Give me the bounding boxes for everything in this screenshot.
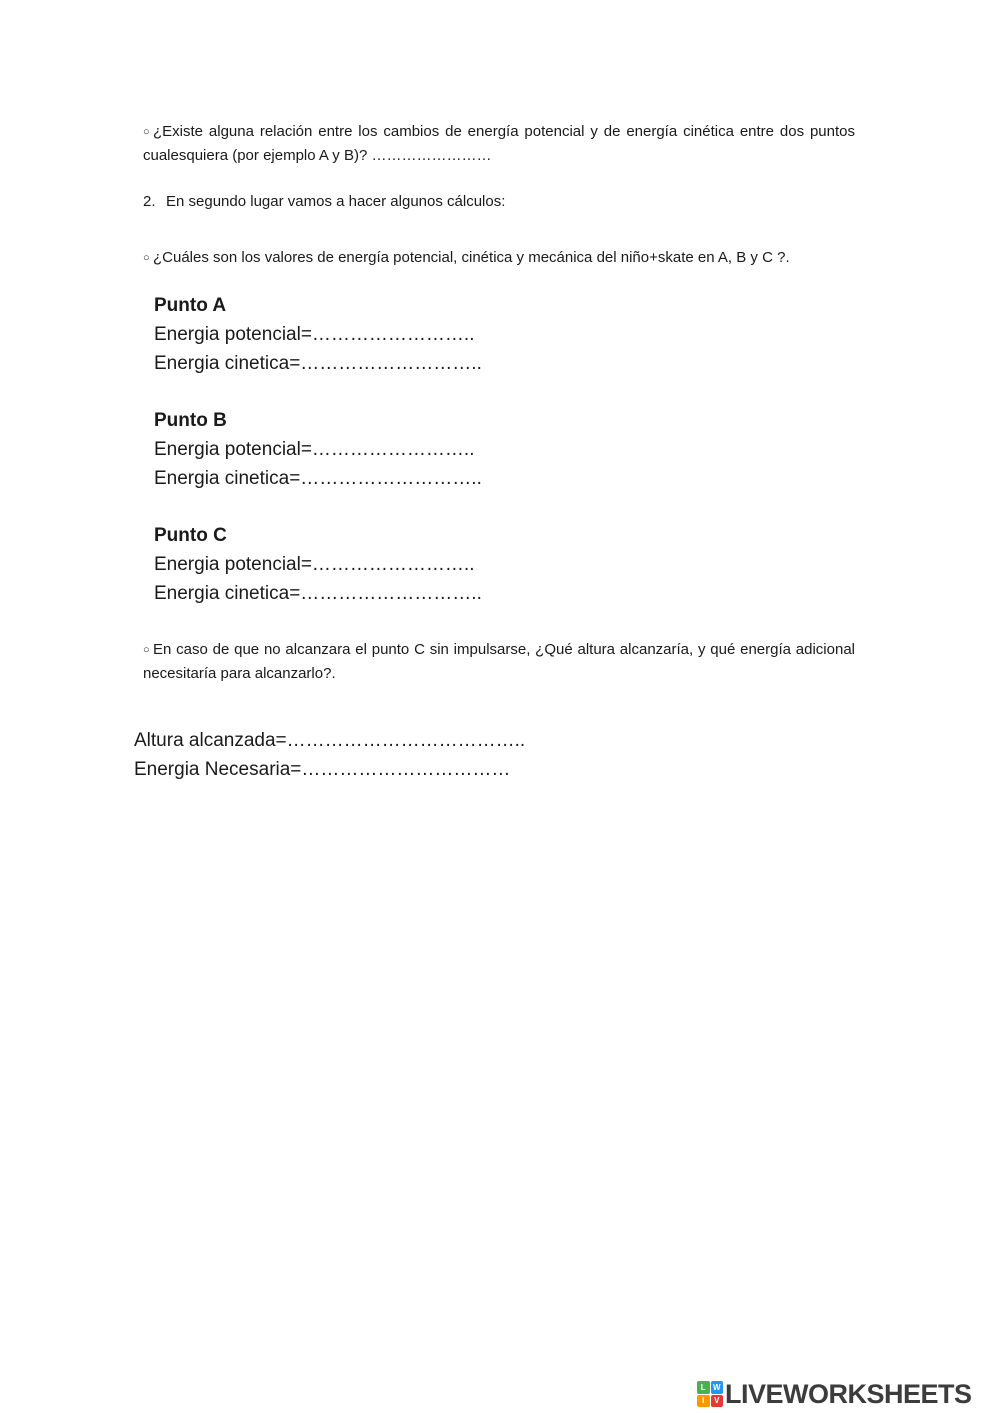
punto-c-title: Punto C: [154, 525, 227, 546]
logo-mark-cell: L: [697, 1381, 710, 1394]
logo-mark-cell: W: [711, 1381, 724, 1394]
punto-a-block: [154, 291, 482, 378]
section-2-text: En segundo lugar vamos a hacer algunos cálculos:: [166, 193, 506, 210]
question-1-text: ¿Existe alguna relación entre los cambios de energía potencial y de energía cinética entre dos puntos cualesquiera (por ejemplo A y B)? ……………………: [143, 123, 855, 164]
question-3: [143, 638, 855, 686]
punto-b-block: [154, 406, 482, 493]
section-2-number: 2.: [143, 193, 156, 210]
energia-necesaria[interactable]: Energia Necesaria=……………………………: [134, 759, 511, 780]
punto-c-potencial[interactable]: Energia potencial=……………………..: [154, 554, 475, 575]
punto-b-cinetica[interactable]: Energia cinetica=………………………..: [154, 468, 482, 489]
bullet-icon: ○: [143, 126, 150, 138]
punto-a-potencial[interactable]: Energia potencial=……………………..: [154, 324, 475, 345]
punto-c-cinetica[interactable]: Energia cinetica=………………………..: [154, 583, 482, 604]
liveworksheets-logo: [697, 1378, 972, 1410]
bullet-icon: ○: [143, 644, 150, 656]
punto-c-block: [154, 521, 482, 608]
logo-mark-icon: [697, 1381, 723, 1407]
punto-b-title: Punto B: [154, 410, 227, 431]
question-3-text: En caso de que no alcanzara el punto C sin impulsarse, ¿Qué altura alcanzaría, y qué energía adicional necesitaría para alcanzarlo?.: [143, 641, 855, 682]
punto-a-cinetica[interactable]: Energia cinetica=………………………..: [154, 353, 482, 374]
final-answers: [134, 726, 525, 784]
logo-mark-cell: I: [697, 1395, 710, 1408]
logo-text: LIVEWORKSHEETS: [725, 1378, 972, 1409]
question-2: [143, 246, 855, 270]
question-1: [143, 120, 855, 168]
question-2-text: ¿Cuáles son los valores de energía potencial, cinética y mecánica del niño+skate en A, B y C ?.: [153, 249, 790, 266]
punto-a-title: Punto A: [154, 295, 227, 316]
section-2: [143, 191, 505, 213]
bullet-icon: ○: [143, 252, 150, 264]
logo-mark-cell: V: [711, 1395, 724, 1408]
punto-b-potencial[interactable]: Energia potencial=……………………..: [154, 439, 475, 460]
altura-alcanzada[interactable]: Altura alcanzada=………………………………..: [134, 730, 526, 751]
